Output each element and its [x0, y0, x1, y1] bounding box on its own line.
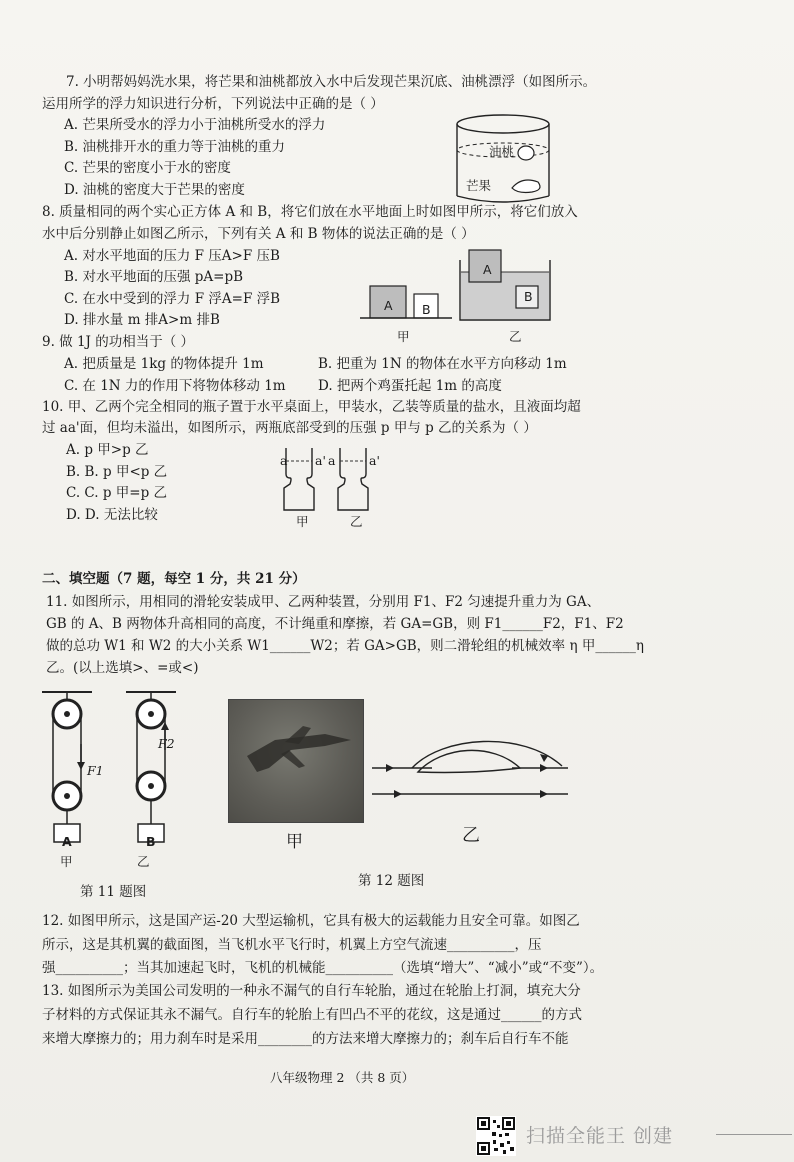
q10-fig-yi-label: 乙	[350, 514, 363, 529]
q8-option-c: C. 在水中受到的浮力 F 浮A=F 浮B	[64, 291, 281, 307]
q11-pulley-figure	[40, 688, 200, 856]
q11-fig-block-a-label: A	[62, 834, 72, 849]
q11-line3: 做的总功 W1 和 W2 的大小关系 W1______W2；若 GA>GB，则二滑轮组的机械效率 η 甲______η	[46, 638, 644, 654]
q13-line1: 13. 如图所示为美国公司发明的一种永不漏气的自行车轮胎，通过在轮胎上打洞，填充大分	[42, 983, 581, 999]
q10-stem-line1: 10. 甲、乙两个完全相同的瓶子置于水平桌面上，甲装水，乙装等质量的盐水，且液面均超	[42, 399, 581, 415]
q8-fig-jia-label: 甲	[397, 329, 410, 344]
qr-code-icon	[476, 1116, 516, 1156]
q12-wing-cross-section-figure	[372, 736, 572, 808]
q9-option-b: B. 把重为 1N 的物体在水平方向移动 1m	[318, 356, 567, 372]
q7-option-a: A. 芒果所受水的浮力小于油桃所受水的浮力	[64, 117, 326, 133]
q8-stem-line2: 水中后分别静止如图乙所示，下列有关 A 和 B 物体的说法正确的是（ ）	[42, 226, 475, 242]
q7-option-b: B. 油桃排开水的重力等于油桃的重力	[64, 139, 286, 155]
q7-fig-mango-label: 芒果	[466, 178, 492, 193]
watermark-rule	[716, 1134, 792, 1135]
q8-option-b: B. 对水平地面的压强 pA=pB	[64, 269, 244, 285]
q8-fig-water-a-label: A	[483, 262, 492, 277]
q11-fig-jia-label: 甲	[60, 854, 73, 869]
q7-stem-line1: 7. 小明帮妈妈洗水果，将芒果和油桃都放入水中后发现芒果沉底、油桃漂浮（如图所示。	[66, 74, 597, 90]
q12-fig-yi-label: 乙	[462, 825, 480, 846]
page-footer: 八年级物理 2 （共 8 页）	[270, 1070, 415, 1085]
q8-option-d: D. 排水量 m 排A>m 排B	[64, 312, 220, 328]
q10-stem-line2: 过 aa'面，但均未溢出，如图所示，两瓶底部受到的压强 p 甲与 p 乙的关系为（ ）	[42, 420, 537, 436]
q13-line3: 来增大摩擦力的；用力刹车时是采用________的方法来增大摩擦力的；刹车后自行车不能	[42, 1031, 569, 1047]
q8-stem-line1: 8. 质量相同的两个实心正方体 A 和 B，将它们放在水平地面上时如图甲所示，将它们放入	[42, 204, 578, 220]
q11-fig-f1-label: F1	[87, 763, 104, 778]
q10-option-d: D. D. 无法比较	[66, 507, 158, 523]
q12-transport-plane-photo	[228, 699, 364, 823]
q13-line2: 子材料的方式保证其永不漏气。自行车的轮胎上有凹凸不平的花纹，这是通过______的方式	[42, 1007, 582, 1023]
q7-option-d: D. 油桃的密度大于芒果的密度	[64, 182, 245, 198]
q11-line4: 乙。(以上选填>、=或<)	[46, 660, 199, 676]
q10-fig-a-prime-right: a'	[369, 453, 380, 468]
q10-fig-a-prime-left: a'	[315, 453, 326, 468]
q8-option-a: A. 对水平地面的压力 F 压A>F 压B	[64, 248, 280, 264]
q7-option-c: C. 芒果的密度小于水的密度	[64, 160, 231, 176]
q10-option-c: C. C. p 甲=p 乙	[66, 485, 168, 501]
q10-option-a: A. p 甲>p 乙	[66, 442, 149, 458]
q10-option-b: B. B. p 甲<p 乙	[66, 464, 168, 480]
q9-option-a: A. 把质量是 1kg 的物体提升 1m	[64, 356, 264, 372]
q11-fig-yi-label: 乙	[137, 854, 150, 869]
q8-fig-water-b-label: B	[524, 289, 533, 304]
q9-option-d: D. 把两个鸡蛋托起 1m 的高度	[318, 378, 502, 394]
q12-line1: 12. 如图甲所示，这是国产运-20 大型运输机，它具有极大的运载能力且安全可靠。如图乙	[42, 913, 580, 929]
q10-fig-a-right: a	[328, 453, 336, 468]
q12-fig-jia-label: 甲	[286, 832, 303, 852]
q11-line1: 11. 如图所示，用相同的滑轮安装成甲、乙两种装置，分别用 F1、F2 匀速提升重力为 GA、	[46, 594, 601, 610]
q11-caption: 第 11 题图	[80, 884, 147, 900]
plane-silhouette-icon	[229, 700, 363, 822]
scanner-watermark-text: 扫描全能王 创建	[526, 1125, 674, 1147]
q12-caption: 第 12 题图	[358, 873, 425, 889]
q10-fig-a-left: a	[280, 453, 288, 468]
q11-line2: GB 的 A、B 两物体升高相同的高度，不计绳重和摩擦，若 GA=GB，则 F1______F2，F1、F2	[46, 616, 624, 632]
q11-fig-f2-label: F2	[158, 736, 175, 751]
q7-stem-line2: 运用所学的浮力知识进行分析，下列说法中正确的是（ ）	[42, 96, 384, 112]
q8-fig-cube-a-label: A	[384, 298, 393, 313]
q11-fig-block-b-label: B	[146, 834, 156, 849]
q12-line3: 强__________；当其加速起飞时，飞机的机械能__________（选填“增大”、“减小”或“不变”）。	[42, 960, 604, 976]
q10-fig-jia-label: 甲	[296, 514, 309, 529]
q9-option-c: C. 在 1N 力的作用下将物体移动 1m	[64, 378, 286, 394]
q8-fig-cube-b-label: B	[422, 302, 431, 317]
section-fill-blank-title: 二、填空题（7 题，每空 1 分，共 21 分）	[42, 571, 306, 587]
q9-stem: 9. 做 1J 的功相当于（ ）	[42, 334, 195, 350]
q12-line2: 所示，这是其机翼的截面图，当飞机水平飞行时，机翼上方空气流速__________，压	[42, 937, 542, 953]
q8-fig-yi-label: 乙	[509, 329, 522, 344]
q7-fig-peach-label: 油桃	[489, 144, 515, 159]
